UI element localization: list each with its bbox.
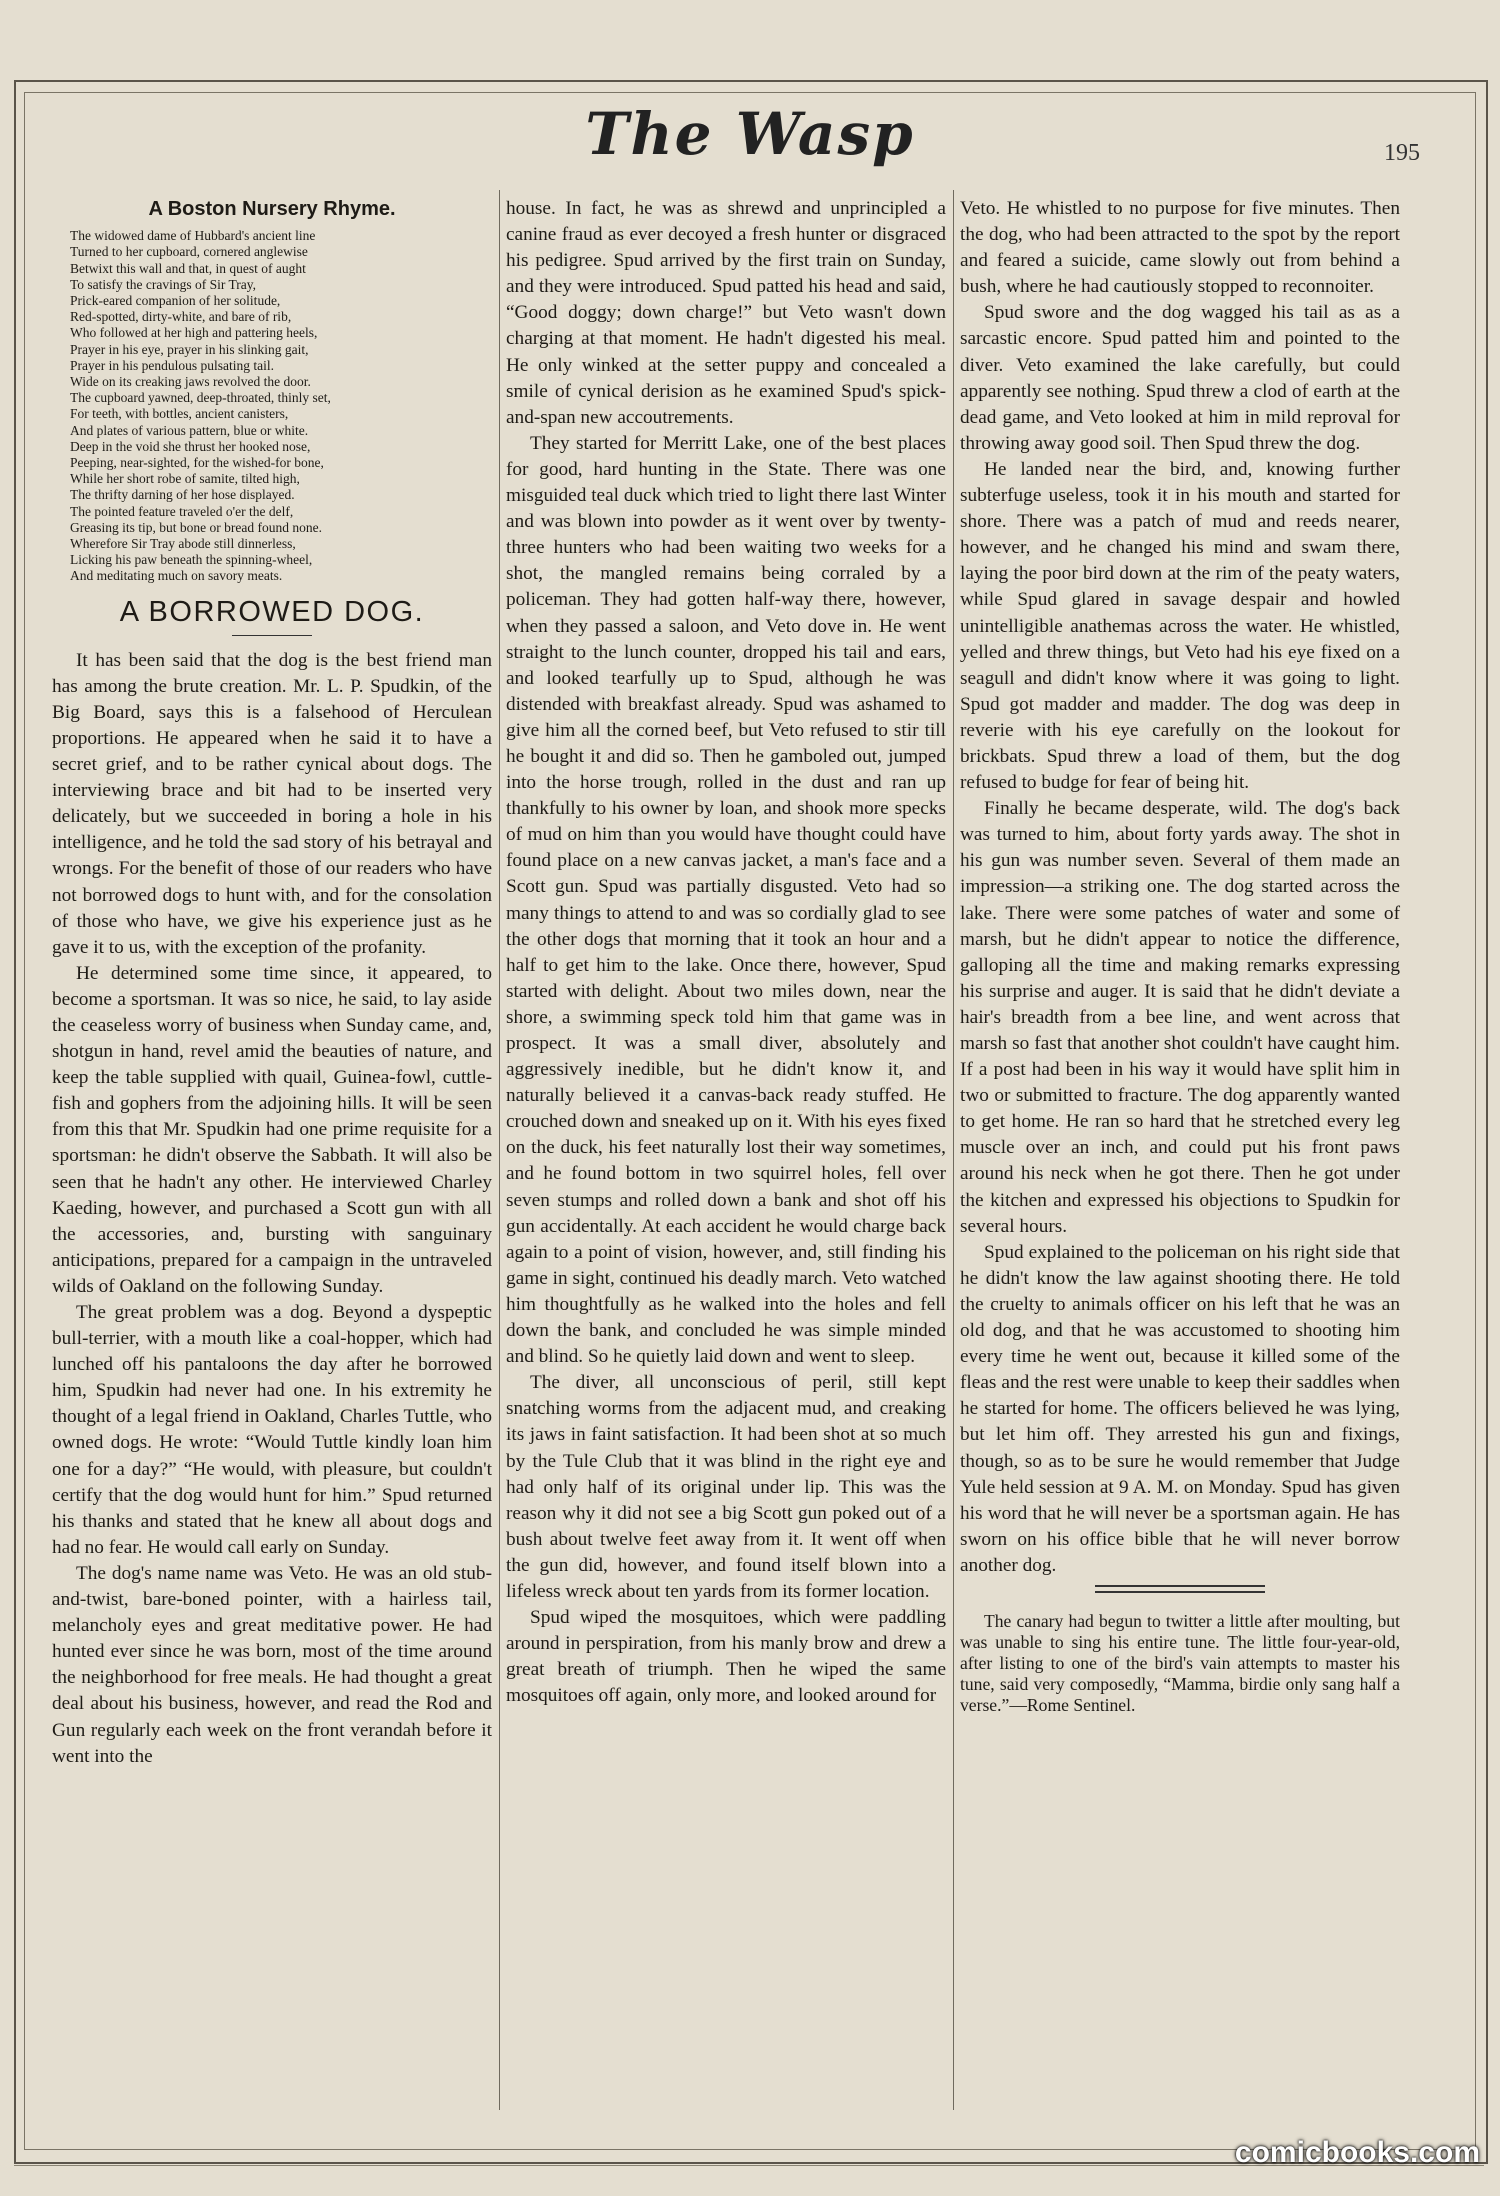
story-paragraph: The great problem was a dog. Beyond a dyspeptic bull-terrier, with a mouth like a coal-hopper, which had lunched off his pantaloons the day after he borrowed him, Spudkin had never had one. In his extremity he thought of a legal friend in Oakland, Charles Tuttle, who owned dogs. He wrote: “Would Tuttle kindly loan him one for a day?” “He would, with pleasure, but couldn't certify that the dog would hunt for him.” Spud returned his thanks and stated that he knew all about dogs and had no fear. He would call early on Sunday. bbox=[52, 1302, 492, 1558]
story-paragraph: Veto. He whistled to no purpose for five minutes. Then the dog, who had been attracted to the spot by the report and feared a suicide, came slowly out from behind a bush, where he had cautiously stopped to reconnoiter. bbox=[960, 198, 1400, 298]
poem-line: Prick-eared companion of her solitude, bbox=[70, 292, 281, 308]
column-2 bbox=[506, 196, 946, 1709]
poem-line: And meditating much on savory meats. bbox=[70, 568, 283, 584]
poem-line: To satisfy the cravings of Sir Tray, bbox=[70, 276, 257, 292]
poem-line: Betwixt this wall and that, in quest of aught bbox=[70, 260, 306, 276]
poem-line: Wide on its creaking jaws revolved the door. bbox=[70, 373, 311, 389]
column-3 bbox=[960, 196, 1400, 1716]
story-paragraph: It has been said that the dog is the best friend man has among the brute creation. Mr. L. P. Spudkin, of the Big Board, says this is a falsehood of Herculean proportions. He appeared when he said it to have a secret grief, and to be rather cynical about dogs. The interviewing brace and bit had to be inserted very delicately, but we succeeded in boring a hole in his intelligence, and he told the sad story of his betrayal and wrongs. For the benefit of those of our readers who have not borrowed dogs to hunt with, and for the consolation of those who have, we give his experience just as he gave it to us, with the exception of the profanity. bbox=[52, 649, 492, 958]
story-paragraph: Spud wiped the mosquitoes, which were paddling around in perspiration, from his manly brow and drew a great breath of triumph. Then he wiped the same mosquitoes off again, only more, and looked around for bbox=[506, 1607, 946, 1707]
poem-line: Greasing its tip, but bone or bread found none. bbox=[70, 519, 322, 535]
poem-title: A Boston Nursery Rhyme. bbox=[148, 198, 396, 220]
story-paragraph: house. In fact, he was as shrewd and unprincipled a canine fraud as ever decoyed a fresh hunter or disgraced his pedigree. Spud arrived by the first train on Sunday, and they were introduced. Spud patted his head and said, “Good doggy; down charge!” but Veto wasn't down charging at that moment. He hadn't digested his meal. He only winked at the setter puppy and concealed a smile of cynical derision as he examined Spud's spick-and-span new accoutrements. bbox=[506, 198, 946, 428]
column-rule bbox=[953, 190, 954, 2110]
story-column-2 bbox=[506, 196, 946, 1709]
poem-line: Deep in the void she thrust her hooked nose, bbox=[70, 438, 311, 454]
story-paragraph: He landed near the bird, and, knowing further subterfuge useless, took it in his mouth and started for shore. There was a patch of mud and reeds nearer, however, and he changed his mind and swam there, laying the poor bird down at the rim of the peaty waters, while Spud glared in savage despair and howled unintelligible anathemas across the water. He whistled, yelled and threw things, but Veto had his eye fixed on a seagull and didn't know where it was going to light. Spud got madder and madder. The dog was deep in reverie with his eye carefully on the lookout for brickbats. Spud threw a load of them, but the dog refused to budge for fear of being hit. bbox=[960, 458, 1400, 794]
story-paragraph: The dog's name name was Veto. He was an old stub-and-twist, bare-boned pointer, with a hairless tail, melancholy eyes and great meditative power. He had hunted ever since he was born, most of the time around the neighborhood for free meals. He had thought a great deal about his business, however, and read the Rod and Gun regularly each week on the front verandah before it went into the bbox=[52, 1562, 492, 1767]
poem-line: The cupboard yawned, deep-throated, thinly set, bbox=[70, 390, 331, 406]
story-paragraph: Spud swore and the dog wagged his tail as as a sarcastic encore. Spud patted him and pointed to the diver. Veto examined the lake carefully, but could apparently see nothing. Spud threw a clod of earth at the dead game, and Veto looked at him in mild reproval for throwing away good soil. Then Spud threw the dog. bbox=[960, 302, 1400, 454]
filler-item bbox=[960, 1611, 1400, 1716]
poem-line: Who followed at her high and pattering heels, bbox=[70, 325, 318, 341]
poem-line: While her short robe of samite, tilted high, bbox=[70, 471, 300, 487]
poem-line: Licking his paw beneath the spinning-wheel, bbox=[70, 552, 313, 568]
story-paragraph: Finally he became desperate, wild. The dog's back was turned to him, about forty yards away. The shot in his gun was number seven. Several of them made an impression—a striking one. The dog started across the lake. There were some patches of water and some of marsh, but he didn't appear to notice the difference, galloping all the time and making remarks expressing his surprise and auger. It is said that he didn't deviate a hair's breadth from a bee line, and went across that marsh so fast that another shot couldn't have caught him. If a post had been in his way it would have split him in two or submitted to fracture. The dog apparently wanted to get home. He ran so hard that he stretched every leg muscle over an inch, and could put his front paws around his neck when he got there. Then he got under the kitchen and expressed his objections to Spudkin for several hours. bbox=[960, 798, 1400, 1237]
watermark: comicbooks.com bbox=[1234, 2136, 1480, 2169]
story-column-1 bbox=[52, 648, 492, 1770]
story-paragraph: Spud explained to the policeman on his right side that he didn't know the law against shooting there. He told the cruelty to animals officer on his left that he was an old dog, and that he was accustomed to shooting him every time he went out, because it killed some of the fleas and the rest were unable to keep their saddles when he started for home. The officers believed he was lying, but let him off. They arrested his gun and fixings, though, so as to be sure he would remember that Judge Yule held session at 9 A. M. on Monday. Spud has given his word that he will never be a sportsman again. He has sworn on his office bible that he will never borrow another dog. bbox=[960, 1241, 1400, 1576]
poem-line: Prayer in his pendulous pulsating tail. bbox=[70, 357, 274, 373]
poem-line: Red-spotted, dirty-white, and bare of rib, bbox=[70, 309, 292, 325]
title-rule bbox=[232, 635, 312, 636]
poem-line: Wherefore Sir Tray abode still dinnerless, bbox=[70, 535, 296, 551]
poem-line: Peeping, near-sighted, for the wished-for bone, bbox=[70, 454, 324, 470]
poem-line: Turned to her cupboard, cornered anglewise bbox=[70, 244, 308, 260]
poem-line: The thrifty darning of her hose displayed. bbox=[70, 487, 295, 503]
story-paragraph: They started for Merritt Lake, one of the best places for good, hard hunting in the State. There was one misguided teal duck which tried to light there last Winter and was blown into powder as it went over by twenty-three hunters who had been waiting two weeks for a shot, the mangled remains being corraled by a policeman. They had gotten half-way there, however, when they passed a saloon, and Veto dove in. He went straight to the lunch counter, dropped his tail and ears, and looked tearfully up to Spud, although he was distended with breakfast already. Spud was ashamed to give him all the corned beef, but Veto refused to stir till he bought it and did so. Then he gamboled out, jumped into the horse trough, rolled in the dust and ran up thankfully to his owner by loan, and shook more specks of mud on him than you would have thought could have found place on a new canvas jacket, a man's face and a Scott gun. Spud was partially disgusted. Veto had so many things to attend to and was so cordially glad to see the other dogs that morning that it took an hour and a half to get him to the lake. Once there, however, Spud started with delight. About two miles down, near the shore, a swimming speck told him that game was in prospect. It was a small diver, absolutely and aggressively inedible, but he didn't know it, and naturally believed it a canvas-back ready stuffed. He crouched down and sneaked up on it. With his eyes fixed on the duck, his feet naturally lost their way sometimes, and he found bottom in two squirrel holes, fell over seven stumps and rolled down a bank and shot off his gun accidentally. At each accident he would charge back again to a point of vision, however, and, still finding his game in sight, continued his deadly march. Veto watched him thoughtfully as he walked into the holes and fell down the bank, and concluded he was simple minded and blind. So he quietly laid down and went to sleep. bbox=[506, 432, 946, 1368]
masthead: The Wasp bbox=[585, 100, 915, 168]
poem-line: Prayer in his eye, prayer in his slinking gait, bbox=[70, 341, 309, 357]
section-divider bbox=[1095, 1585, 1265, 1593]
poem-body bbox=[70, 228, 492, 584]
filler-paragraph: The canary had begun to twitter a little after moulting, but was unable to sing his entire tune. The little four-year-old, after listing to one of the bird's vain attempts to master his tune, said very composedly, “Mamma, birdie only sang half a verse.”—Rome Sentinel. bbox=[960, 1610, 1400, 1715]
poem-line: And plates of various pattern, blue or white. bbox=[70, 422, 309, 438]
story-title: A BORROWED DOG. bbox=[119, 595, 425, 628]
poem-line: The pointed feature traveled o'er the delf, bbox=[70, 503, 294, 519]
poem-line: The widowed dame of Hubbard's ancient line bbox=[70, 228, 316, 244]
story-paragraph: The diver, all unconscious of peril, still kept snatching worms from the adjacent mud, and creaking its jaws in faint satisfaction. It had been shot at so much by the Tule Club that it was blind in the right eye and had only half of its original under lip. This was the reason why it did not see a big Scott gun poked out of a bush about twelve feet away from it. It went off when the gun did, however, and found itself blown into a lifeless wreck about ten yards from its former location. bbox=[506, 1372, 946, 1602]
story-column-3 bbox=[960, 196, 1400, 1579]
story-paragraph: He determined some time since, it appeared, to become a sportsman. It was so nice, he said, to lay aside the ceaseless worry of business when Sunday came, and, shotgun in hand, revel amid the beauties of nature, and keep the table supplied with quail, Guinea-fowl, cuttle-fish and gophers from the adjoining hills. It will be seen from this that Mr. Spudkin had one prime requisite for a sportsman: he didn't observe the Sabbath. It will also be seen that he hadn't any other. He interviewed Charley Kaeding, however, and purchased a Scott gun with all the accessories, and, bursting with sanguinary anticipations, prepared for a campaign in the untraveled wilds of Oakland on the following Sunday. bbox=[52, 962, 492, 1297]
page-number: 195 bbox=[1384, 140, 1420, 166]
poem-line: For teeth, with bottles, ancient canisters, bbox=[70, 406, 289, 422]
column-1 bbox=[52, 196, 492, 1770]
column-rule bbox=[499, 190, 500, 2110]
